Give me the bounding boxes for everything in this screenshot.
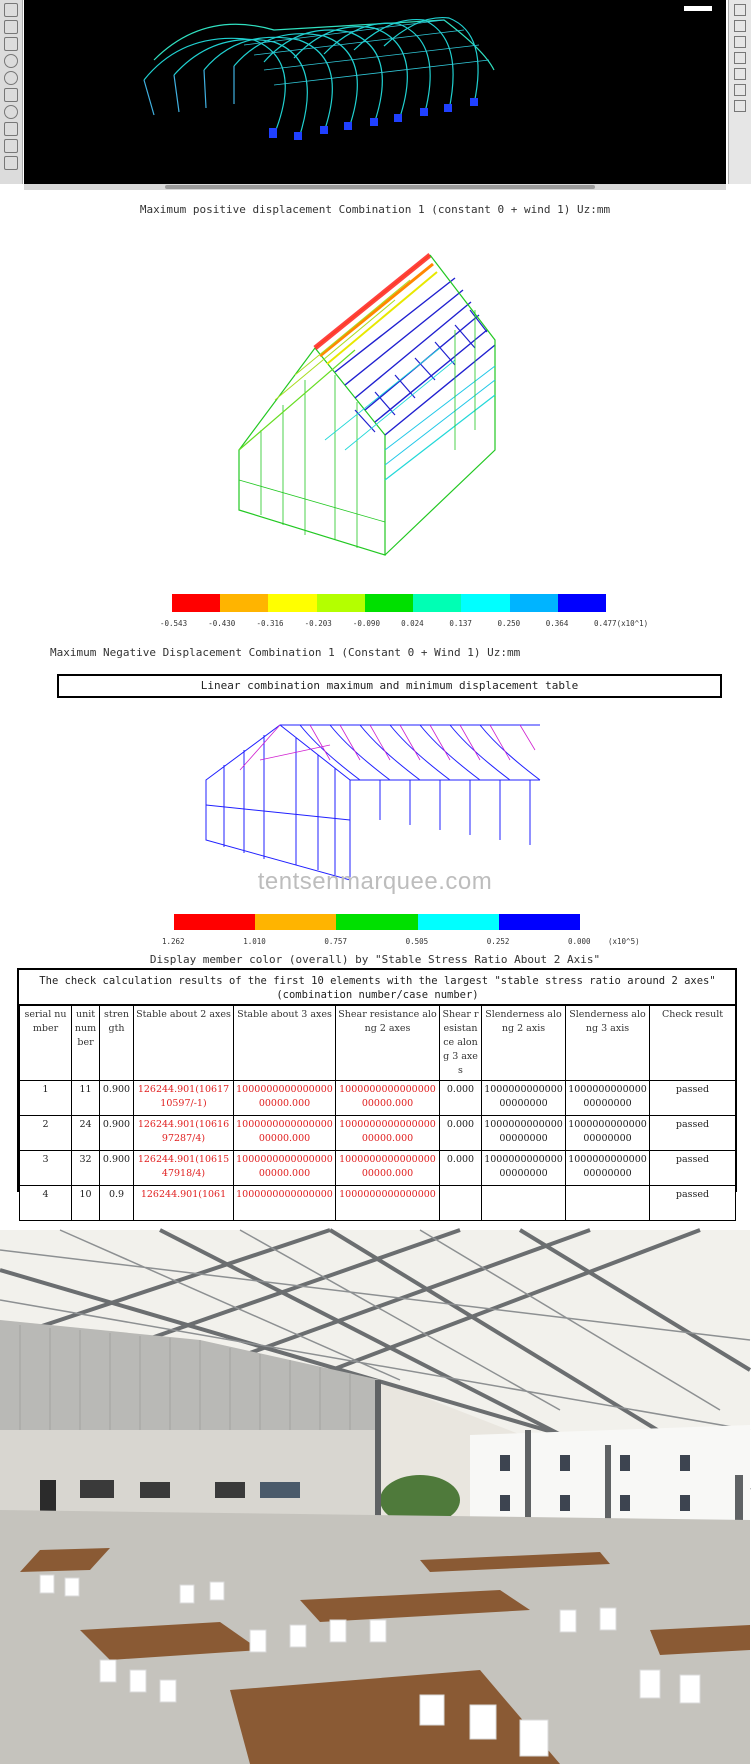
legend-swatch xyxy=(317,594,365,612)
hatch-tool-icon[interactable] xyxy=(4,122,18,136)
table-cell: 32 xyxy=(72,1151,100,1186)
column-header: Check result xyxy=(650,1006,736,1081)
table-cell: 100000000000000000000.000 xyxy=(336,1151,440,1186)
line-tool-icon[interactable] xyxy=(4,20,18,34)
table-cell: 10 xyxy=(72,1186,100,1221)
column-header: Shear resistance along 2 axes xyxy=(336,1006,440,1081)
legend-swatch xyxy=(336,914,417,930)
table-cell: 0.000 xyxy=(440,1081,482,1116)
legend-tick-label: 0.024 xyxy=(401,619,424,628)
column-header: Shear resistance along 3 axes xyxy=(440,1006,482,1081)
positive-displacement-model xyxy=(225,250,545,560)
legend-swatch xyxy=(268,594,316,612)
table-cell xyxy=(482,1186,566,1221)
select-tool-icon[interactable] xyxy=(4,3,18,17)
table-cell: 0.9 xyxy=(100,1186,134,1221)
rectangle-tool-icon[interactable] xyxy=(4,37,18,51)
table-cell: 100000000000000000000.000 xyxy=(336,1081,440,1116)
legend-displacement-ticks xyxy=(160,619,650,629)
table-cell: 100000000000000000000 xyxy=(482,1081,566,1116)
legend-swatch xyxy=(365,594,413,612)
legend-tick-label: 0.137 xyxy=(449,619,472,628)
properties-icon[interactable] xyxy=(734,100,746,112)
ellipse-tool-icon[interactable] xyxy=(4,105,18,119)
table-cell: 1 xyxy=(20,1081,72,1116)
legend-tick-label: 0.757 xyxy=(324,937,347,946)
table-cell: 100000000000000000000.000 xyxy=(234,1116,336,1151)
legend-tick-label: -0.543 xyxy=(160,619,188,628)
column-header: unit number xyxy=(72,1006,100,1081)
table-cell: 100000000000000000000.000 xyxy=(234,1151,336,1186)
table-row xyxy=(20,1116,736,1151)
cad-viewport[interactable] xyxy=(24,0,726,184)
legend-tick-label: 0.364 xyxy=(545,619,569,628)
cad-right-toolbar xyxy=(728,0,751,184)
polygon-tool-icon[interactable] xyxy=(4,88,18,102)
block-tool-icon[interactable] xyxy=(4,156,18,170)
displacement-table-title: Linear combination maximum and minimum displacement table xyxy=(57,674,722,698)
negative-displacement-caption: Maximum Negative Displacement Combination 1 (Constant 0 + Wind 1) Uz:mm xyxy=(50,646,521,659)
legend-stress-colorbar xyxy=(174,914,580,930)
check-results-table xyxy=(17,968,737,1200)
table-cell: 126244.901(1061 xyxy=(134,1186,234,1221)
legend-swatch xyxy=(255,914,336,930)
table-cell: 100000000000000000000 xyxy=(566,1116,650,1151)
table-cell: 100000000000000000000.000 xyxy=(234,1081,336,1116)
table-cell: 0.000 xyxy=(440,1116,482,1151)
scrollbar-thumb[interactable] xyxy=(165,185,595,189)
table-cell: 100000000000000000000 xyxy=(482,1151,566,1186)
cad-status-label xyxy=(684,6,712,11)
legend-tick-label: -0.203 xyxy=(304,619,332,628)
cad-left-toolbar xyxy=(0,0,23,184)
measure-icon[interactable] xyxy=(734,68,746,80)
column-header: Slenderness along 3 axis xyxy=(566,1006,650,1081)
table-header-row xyxy=(20,1006,736,1081)
table-cell: 0.900 xyxy=(100,1081,134,1116)
table-cell: 0.900 xyxy=(100,1151,134,1186)
legend-swatch xyxy=(510,594,558,612)
table-cell: 1000000000000000 xyxy=(336,1186,440,1221)
table-cell: 11 xyxy=(72,1081,100,1116)
legend-swatch xyxy=(461,594,509,612)
legend-swatch xyxy=(413,594,461,612)
table-cell: 126244.901(1061710597/-1) xyxy=(134,1081,234,1116)
legend-tick-label: -0.430 xyxy=(208,619,236,628)
table-cell: 0.900 xyxy=(100,1116,134,1151)
table-cell: passed xyxy=(650,1151,736,1186)
table-row xyxy=(20,1186,736,1221)
column-header: strength xyxy=(100,1006,134,1081)
table-cell: 126244.901(1061697287/4) xyxy=(134,1116,234,1151)
column-header: Stable about 2 axes xyxy=(134,1006,234,1081)
legend-tick-label: -0.090 xyxy=(352,619,380,628)
table-cell: 3 xyxy=(20,1151,72,1186)
table-cell: 2 xyxy=(20,1116,72,1151)
table-cell xyxy=(440,1186,482,1221)
member-color-caption: Display member color (overall) by "Stable Stress Ratio About 2 Axis" xyxy=(149,953,601,966)
legend-displacement-colorbar xyxy=(172,594,606,612)
legend-tick-label: 0.252 xyxy=(486,937,510,946)
table-title: The check calculation results of the first 10 elements with the largest "stable stress ratio around 2 axes" (combination number/case number) xyxy=(19,970,736,1005)
legend-swatch xyxy=(220,594,268,612)
layers-icon[interactable] xyxy=(734,84,746,96)
legend-stress-ticks xyxy=(163,937,643,947)
negative-displacement-model xyxy=(200,720,550,880)
table-row xyxy=(20,1151,736,1186)
table-cell: 126244.901(1061547918/4) xyxy=(134,1151,234,1186)
legend-unit-label: (x10^5) xyxy=(608,937,640,946)
legend-tick-label: 0.250 xyxy=(497,619,521,628)
column-header: Stable about 3 axes xyxy=(234,1006,336,1081)
table-cell: passed xyxy=(650,1186,736,1221)
arc-tool-icon[interactable] xyxy=(4,71,18,85)
pan-icon[interactable] xyxy=(734,36,746,48)
legend-swatch xyxy=(499,914,580,930)
table-cell: 0.000 xyxy=(440,1151,482,1186)
table-cell: 4 xyxy=(20,1186,72,1221)
cad-screenshot xyxy=(0,0,750,200)
table-cell: 100000000000000000000.000 xyxy=(336,1116,440,1151)
watermark: tentsenmarquee.com xyxy=(257,868,493,895)
legend-swatch xyxy=(558,594,606,612)
circle-tool-icon[interactable] xyxy=(4,54,18,68)
legend-tick-label: 1.262 xyxy=(162,937,185,946)
legend-tick-label: -0.316 xyxy=(256,619,284,628)
legend-tick-label: 0.505 xyxy=(405,937,429,946)
table-cell xyxy=(566,1186,650,1221)
legend-swatch xyxy=(174,914,255,930)
positive-displacement-caption: Maximum positive displacement Combination 1 (constant 0 + wind 1) Uz:mm xyxy=(139,203,611,216)
tent-interior-photo xyxy=(0,1230,750,1764)
rotate-icon[interactable] xyxy=(734,52,746,64)
table-cell: 24 xyxy=(72,1116,100,1151)
table-cell: passed xyxy=(650,1081,736,1116)
table-cell: 100000000000000000000 xyxy=(566,1081,650,1116)
column-header: Slenderness along 2 axis xyxy=(482,1006,566,1081)
legend-tick-label: 0.000 xyxy=(568,937,591,946)
table-cell: passed xyxy=(650,1116,736,1151)
legend-swatch xyxy=(172,594,220,612)
table-row xyxy=(20,1081,736,1116)
table-cell: 100000000000000000000 xyxy=(482,1116,566,1151)
zoom-in-icon[interactable] xyxy=(734,4,746,16)
text-tool-icon[interactable] xyxy=(4,139,18,153)
column-header: serial number xyxy=(20,1006,72,1081)
table-cell: 1000000000000000 xyxy=(234,1186,336,1221)
legend-tick-label: 0.477(x10^1) xyxy=(594,619,649,628)
zoom-out-icon[interactable] xyxy=(734,20,746,32)
frame-3d-model xyxy=(24,0,726,184)
legend-tick-label: 1.010 xyxy=(243,937,266,946)
legend-swatch xyxy=(418,914,499,930)
table-cell: 100000000000000000000 xyxy=(566,1151,650,1186)
